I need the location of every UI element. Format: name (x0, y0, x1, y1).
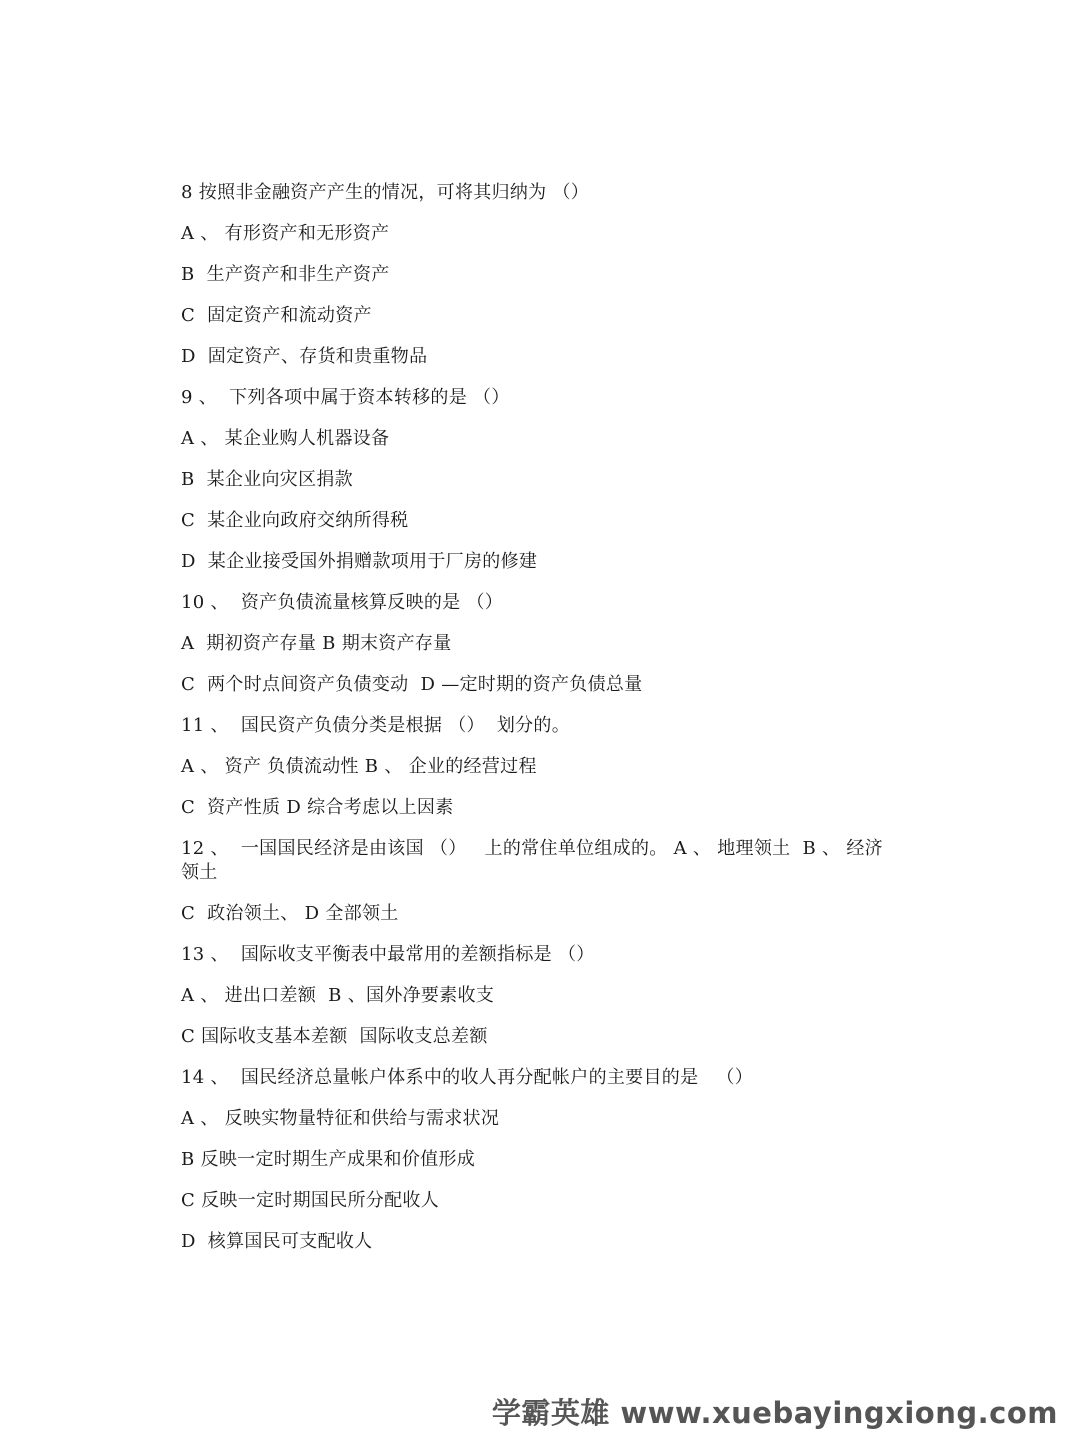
options-11ab: A 、 资产 负债流动性 B 、 企业的经营过程 (181, 756, 537, 777)
question-10: 10 、 资产负债流量核算反映的是 （） (181, 592, 504, 613)
options-10cd: C 两个时点间资产负债变动 D —定时期的资产负债总量 (181, 674, 643, 695)
options-13cd: C 国际收支基本差额 国际收支总差额 (181, 1026, 488, 1047)
question-13: 13 、 国际收支平衡表中最常用的差额指标是 （） (181, 944, 595, 965)
question-11: 11 、 国民资产负债分类是根据 （） 划分的。 (181, 715, 571, 736)
option-8a: A 、 有形资产和无形资产 (181, 223, 390, 244)
question-14: 14 、 国民经济总量帐户体系中的收人再分配帐户的主要目的是 （） (181, 1067, 754, 1088)
options-13ab: A 、 进出口差额 B 、国外净要素收支 (181, 985, 495, 1006)
question-9: 9 、 下列各项中属于资本转移的是 （） (181, 387, 510, 408)
site-watermark: 学霸英雄 www.xuebayingxiong.com (491, 1396, 1058, 1430)
option-9c: C 某企业向政府交纳所得税 (181, 510, 409, 531)
option-14a: A 、 反映实物量特征和供给与需求状况 (181, 1108, 500, 1129)
option-8c: C 固定资产和流动资产 (181, 305, 372, 326)
option-9a: A 、 某企业购人机器设备 (181, 428, 390, 449)
option-9d: D 某企业接受国外捐赠款项用于厂房的修建 (181, 551, 538, 572)
options-11cd: C 资产性质 D 综合考虑以上因素 (181, 797, 454, 818)
question-12: 12 、 一国国民经济是由该国 （） 上的常住单位组成的。 A 、 地理领土 B 、 经济领土 (181, 838, 883, 883)
option-14b: B 反映一定时期生产成果和价值形成 (181, 1149, 476, 1170)
question-8: 8 按照非金融资产产生的情况，可将其归纳为 （） (181, 182, 590, 203)
option-9b: B 某企业向灾区捐款 (181, 469, 353, 490)
question-list (181, 181, 896, 1271)
option-14d: D 核算国民可支配收人 (181, 1231, 373, 1252)
options-10ab: A 期初资产存量 B 期末资产存量 (181, 633, 452, 654)
option-8b: B 生产资产和非生产资产 (181, 264, 390, 285)
options-12cd: C 政治领土、 D 全部领土 (181, 903, 399, 924)
option-14c: C 反映一定时期国民所分配收人 (181, 1190, 439, 1211)
option-8d: D 固定资产、存货和贵重物品 (181, 346, 428, 367)
